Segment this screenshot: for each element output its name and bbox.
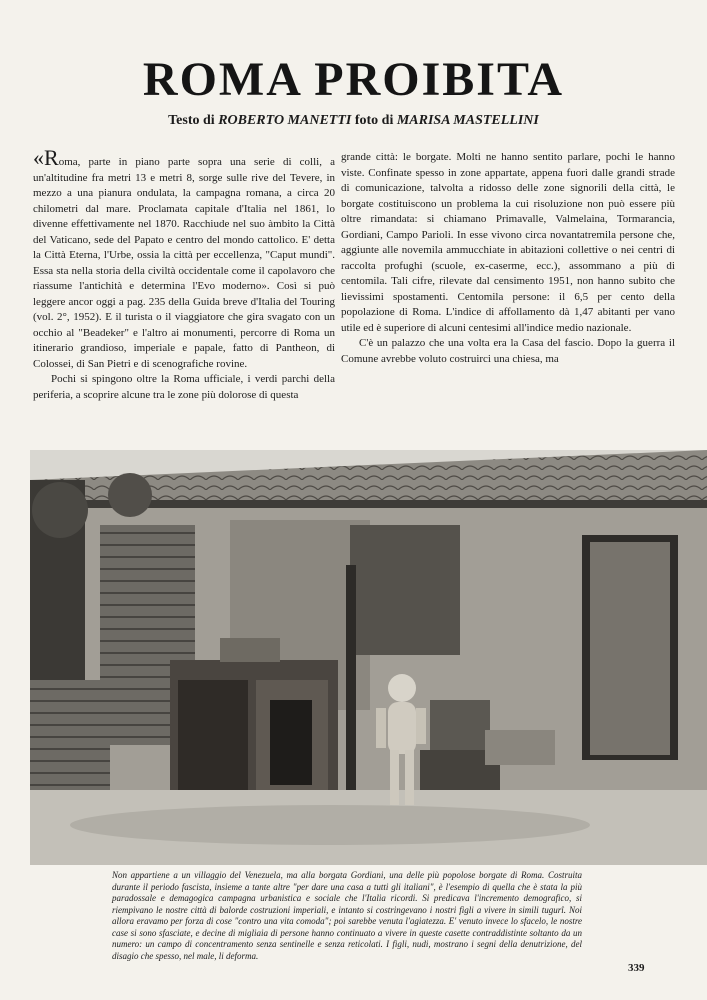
author-name: ROBERTO MANETTI: [218, 113, 352, 128]
text-column-right: [341, 150, 675, 367]
paragraph: Pochi si spingono oltre la Roma ufficiale, i verdi parchi della periferia, a scoprire alcune tra le zone più dolorose di questa: [33, 373, 335, 401]
paragraph: C'è un palazzo che una volta era la Casa del fascio. Dopo la guerra il Comune avrebbe voluto costruirci una chiesa, ma: [341, 337, 675, 365]
borgata-photograph: [30, 450, 707, 865]
paragraph: grande città: le borgate. Molti ne hanno sentito parlare, pochi le hanno viste. Confinate spesso in zone appartate, appena fuori dalle grandi strade di comunicazione, talvolta a ridosso delle zone signorili della città, le borgate costituiscono un problema la cui risoluzione non può essere più oltre rimandata: si chiamano Primavalle, Valmelaina, Tormarancia, Gordiani, Campo Parioli. In esse vivono circa novantatremila persone che, aggiunte alle novemila ammucchiate in abitazioni collettive o nei centri di raccolta profughi (scuole, ex-caserme, ecc.), assommano a più di centomila. Tali cifre, rilevate dal censimento 1951, non hanno subito che lievissimi spostamenti. Centomila persone: il 6,5 per cento della popolazione di Roma. L'indice di affollamento dà 1,47 abitanti per vano utile ed è superiore di alcuni centesimi all'indice medio nazionale.: [341, 151, 675, 334]
photographer-name: MARISA MASTELLINI: [396, 113, 539, 128]
photo-caption: Non appartiene a un villaggio del Venezuela, ma alla borgata Gordiani, una delle più popolose borgate di Roma. Costruita durante il periodo fascista, insieme a tante altre "per dare una casa a tutti gli italiani", è l'esempio di quella che è stata la più paradossale e demagogica campagna urbanistica e sociale che l'Italia ricordi. Si predicava l'incremento demografico, si riempivano le nostre città di balorde costruzioni imperiali, e intanto si costringevano i nostri figli a vivere in simili tugurî. Noi allora eravamo per forza di cose "contro una vita comoda"; poi sarebbe venuta l'agiatezza. E' venuto invece lo sfacelo, le nostre case si sono sfasciate, e decine di migliaia di persone hanno continuato a vivere in queste casette contraddistinte soltanto da un numero: un campo di concentramento senza sentinelle e senza reticolati. I figli, nudi, mostrano i segni della denutrizione, del disagio che spesso, nel male, li deforma.: [112, 870, 582, 961]
credit-prefix: Testo di: [168, 113, 215, 128]
article-credits: [0, 113, 707, 129]
page-number: 339: [628, 962, 645, 974]
text-column-left: [33, 145, 335, 403]
paragraph: «Roma, parte in piano parte sopra una serie di colli, a un'altitudine fra metri 13 e metri 8, sorge sulle rive del Tevere, in mezzo a una pianura ondulata, la campagna romana, a circa 20 chilometri dal mare. Proclamata capitale d'Italia nel 1861, lo divenne effettivamente nel 1870. Racchiude nel suo àmbito la Città del Vaticano, sede del Papato e centro del mondo cattolico. E' detta la Città Eterna, l'Urbe, ossia la città per eccellenza, "Caput mundi". Essa sta nella storia della civiltà occidentale come il capolavoro che riassume l'antichità e determina l'Evo moderno». Così si può leggere ancor oggi a pag. 235 della Guida breve d'Italia del Touring (vol. 2°, 1952). E il turista o il viaggiatore che gira svagato con un occhio al "Beadeker" e l'altro ai monumenti, percorre di Roma un itinerario grandioso, imperiale e papale, fatto di Pantheon, di Colossei, di San Pietri e di scenografiche rovine.: [33, 145, 335, 370]
article-title: ROMA PROIBITA: [142, 53, 565, 106]
photo-prefix: foto di: [354, 113, 394, 128]
